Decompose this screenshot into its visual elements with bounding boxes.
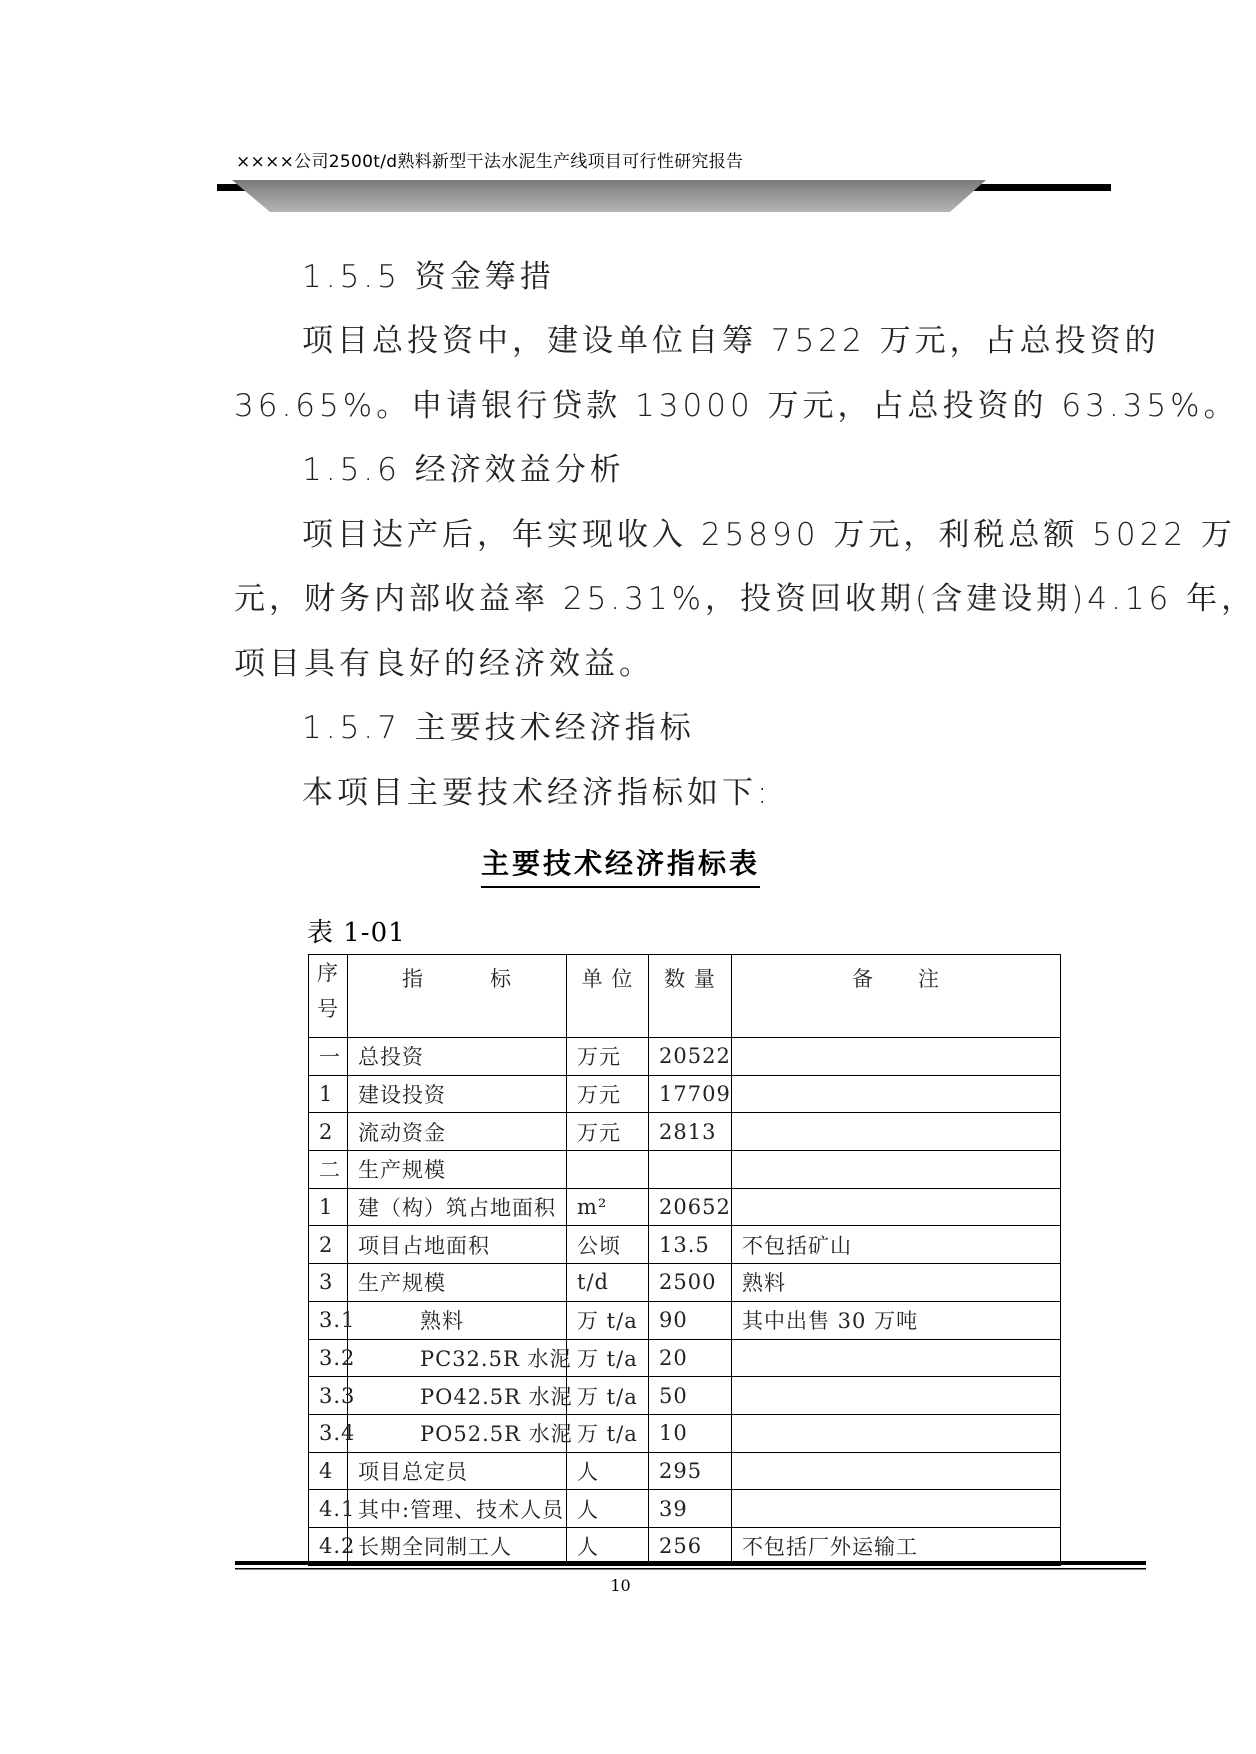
cell-note bbox=[732, 1151, 1061, 1189]
cell-note: 不包括矿山 bbox=[732, 1226, 1061, 1264]
cell-indicator: 熟料 bbox=[348, 1301, 567, 1339]
cell-unit: 人 bbox=[567, 1490, 649, 1528]
cell-seq: 3 bbox=[309, 1264, 348, 1302]
technical-economic-indicators-table bbox=[308, 954, 1061, 1566]
cell-quantity: 295 bbox=[649, 1452, 732, 1490]
cell-seq: 3.1 bbox=[309, 1301, 348, 1339]
header-rule-right bbox=[966, 184, 1111, 191]
paragraph-text: 36.65%。申请银行贷款 13000 万元，占总投资的 63.35%。 bbox=[234, 388, 1239, 424]
cell-note bbox=[732, 1113, 1061, 1151]
cell-seq: 1 bbox=[309, 1075, 348, 1113]
cell-note bbox=[732, 1075, 1061, 1113]
cell-quantity: 20522 bbox=[649, 1038, 732, 1076]
cell-note: 其中出售 30 万吨 bbox=[732, 1301, 1061, 1339]
cell-note: 不包括厂外运输工 bbox=[732, 1527, 1061, 1565]
table-row bbox=[309, 1377, 1061, 1415]
cell-indicator: 建设投资 bbox=[348, 1075, 567, 1113]
cell-seq: 2 bbox=[309, 1226, 348, 1264]
cell-unit: 万 t/a bbox=[567, 1377, 649, 1415]
table-row bbox=[309, 1075, 1061, 1113]
table-row bbox=[309, 1038, 1061, 1076]
table-row bbox=[309, 1339, 1061, 1377]
table-row bbox=[309, 1301, 1061, 1339]
cell-seq: 2 bbox=[309, 1113, 348, 1151]
cell-note bbox=[732, 1188, 1061, 1226]
cell-unit: 万元 bbox=[567, 1113, 649, 1151]
cell-quantity: 10 bbox=[649, 1414, 732, 1452]
table-row bbox=[309, 1527, 1061, 1565]
cell-quantity: 2500 bbox=[649, 1264, 732, 1302]
paragraph-text: 本项目主要技术经济指标如下: bbox=[302, 775, 772, 811]
cell-indicator: 长期全同制工人 bbox=[348, 1527, 567, 1565]
cell-indicator: 流动资金 bbox=[348, 1113, 567, 1151]
cell-unit: 人 bbox=[567, 1527, 649, 1565]
cell-unit: m² bbox=[567, 1188, 649, 1226]
table-row bbox=[309, 1151, 1061, 1189]
cell-indicator: PO42.5R 水泥 bbox=[348, 1377, 567, 1415]
table-row bbox=[309, 1226, 1061, 1264]
paragraph-text: 项目具有良好的经济效益。 bbox=[234, 646, 654, 682]
table-row bbox=[309, 1490, 1061, 1528]
document-header-title: ××××公司2500t/d熟料新型干法水泥生产线项目可行性研究报告 bbox=[236, 152, 744, 172]
cell-unit: 万元 bbox=[567, 1038, 649, 1076]
cell-quantity: 20 bbox=[649, 1339, 732, 1377]
header-indicator: 指 标 bbox=[348, 955, 567, 1038]
cell-seq: 4.2 bbox=[309, 1527, 348, 1565]
cell-quantity: 13.5 bbox=[649, 1226, 732, 1264]
cell-unit: 万 t/a bbox=[567, 1339, 649, 1377]
cell-quantity: 50 bbox=[649, 1377, 732, 1415]
cell-note bbox=[732, 1414, 1061, 1452]
paragraph-text: 元，财务内部收益率 25.31%，投资回收期(含建设期)4.16 年， bbox=[234, 581, 1256, 617]
cell-quantity: 2813 bbox=[649, 1113, 732, 1151]
table-number: 表 1-01 bbox=[307, 918, 406, 948]
table-row bbox=[309, 1452, 1061, 1490]
cell-note bbox=[732, 1452, 1061, 1490]
section-heading-1-5-7: 1.5.7 主要技术经济指标 bbox=[302, 710, 695, 746]
cell-unit: 人 bbox=[567, 1452, 649, 1490]
cell-unit: 万元 bbox=[567, 1075, 649, 1113]
cell-unit bbox=[567, 1151, 649, 1189]
cell-quantity: 39 bbox=[649, 1490, 732, 1528]
cell-note: 熟料 bbox=[732, 1264, 1061, 1302]
table-header-row bbox=[309, 955, 1061, 1038]
cell-indicator: 生产规模 bbox=[348, 1264, 567, 1302]
cell-indicator: PC32.5R 水泥 bbox=[348, 1339, 567, 1377]
header-note: 备 注 bbox=[732, 955, 1061, 1038]
page-number: 10 bbox=[610, 1576, 631, 1595]
cell-indicator: PO52.5R 水泥 bbox=[348, 1414, 567, 1452]
header-trapezoid bbox=[232, 180, 986, 212]
cell-note bbox=[732, 1490, 1061, 1528]
header-seq: 序 号 bbox=[309, 955, 348, 1038]
paragraph-text: 项目达产后，年实现收入 25890 万元，利税总额 5022 万 bbox=[302, 517, 1236, 553]
header-quantity: 数 量 bbox=[649, 955, 732, 1038]
cell-unit: t/d bbox=[567, 1264, 649, 1302]
cell-seq: 4 bbox=[309, 1452, 348, 1490]
cell-quantity: 17709 bbox=[649, 1075, 732, 1113]
paragraph-text: 项目总投资中，建设单位自筹 7522 万元，占总投资的 bbox=[302, 323, 1160, 359]
cell-indicator: 项目总定员 bbox=[348, 1452, 567, 1490]
cell-indicator: 建（构）筑占地面积 bbox=[348, 1188, 567, 1226]
cell-quantity bbox=[649, 1151, 732, 1189]
cell-unit: 万 t/a bbox=[567, 1301, 649, 1339]
cell-seq: 3.4 bbox=[309, 1414, 348, 1452]
cell-indicator: 其中:管理、技术人员 bbox=[348, 1490, 567, 1528]
header-unit: 单 位 bbox=[567, 955, 649, 1038]
table-row bbox=[309, 1113, 1061, 1151]
table-row bbox=[309, 1188, 1061, 1226]
section-heading-1-5-6: 1.5.6 经济效益分析 bbox=[302, 452, 625, 488]
cell-seq: 1 bbox=[309, 1188, 348, 1226]
table-row bbox=[309, 1414, 1061, 1452]
header-band bbox=[0, 0, 1241, 220]
section-heading-1-5-5: 1.5.5 资金筹措 bbox=[302, 259, 555, 295]
cell-quantity: 256 bbox=[649, 1527, 732, 1565]
cell-seq: 一 bbox=[309, 1038, 348, 1076]
cell-unit: 万 t/a bbox=[567, 1414, 649, 1452]
cell-seq: 二 bbox=[309, 1151, 348, 1189]
cell-note bbox=[732, 1038, 1061, 1076]
cell-note bbox=[732, 1377, 1061, 1415]
cell-indicator: 项目占地面积 bbox=[348, 1226, 567, 1264]
cell-seq: 4.1 bbox=[309, 1490, 348, 1528]
cell-quantity: 90 bbox=[649, 1301, 732, 1339]
cell-seq: 3.3 bbox=[309, 1377, 348, 1415]
cell-quantity: 20652 bbox=[649, 1188, 732, 1226]
cell-seq: 3.2 bbox=[309, 1339, 348, 1377]
cell-indicator: 总投资 bbox=[348, 1038, 567, 1076]
table-title: 主要技术经济指标表 bbox=[0, 842, 1241, 882]
cell-indicator: 生产规模 bbox=[348, 1151, 567, 1189]
cell-unit: 公顷 bbox=[567, 1226, 649, 1264]
footer-rule-thin bbox=[235, 1568, 1146, 1570]
cell-note bbox=[732, 1339, 1061, 1377]
table-row bbox=[309, 1264, 1061, 1302]
